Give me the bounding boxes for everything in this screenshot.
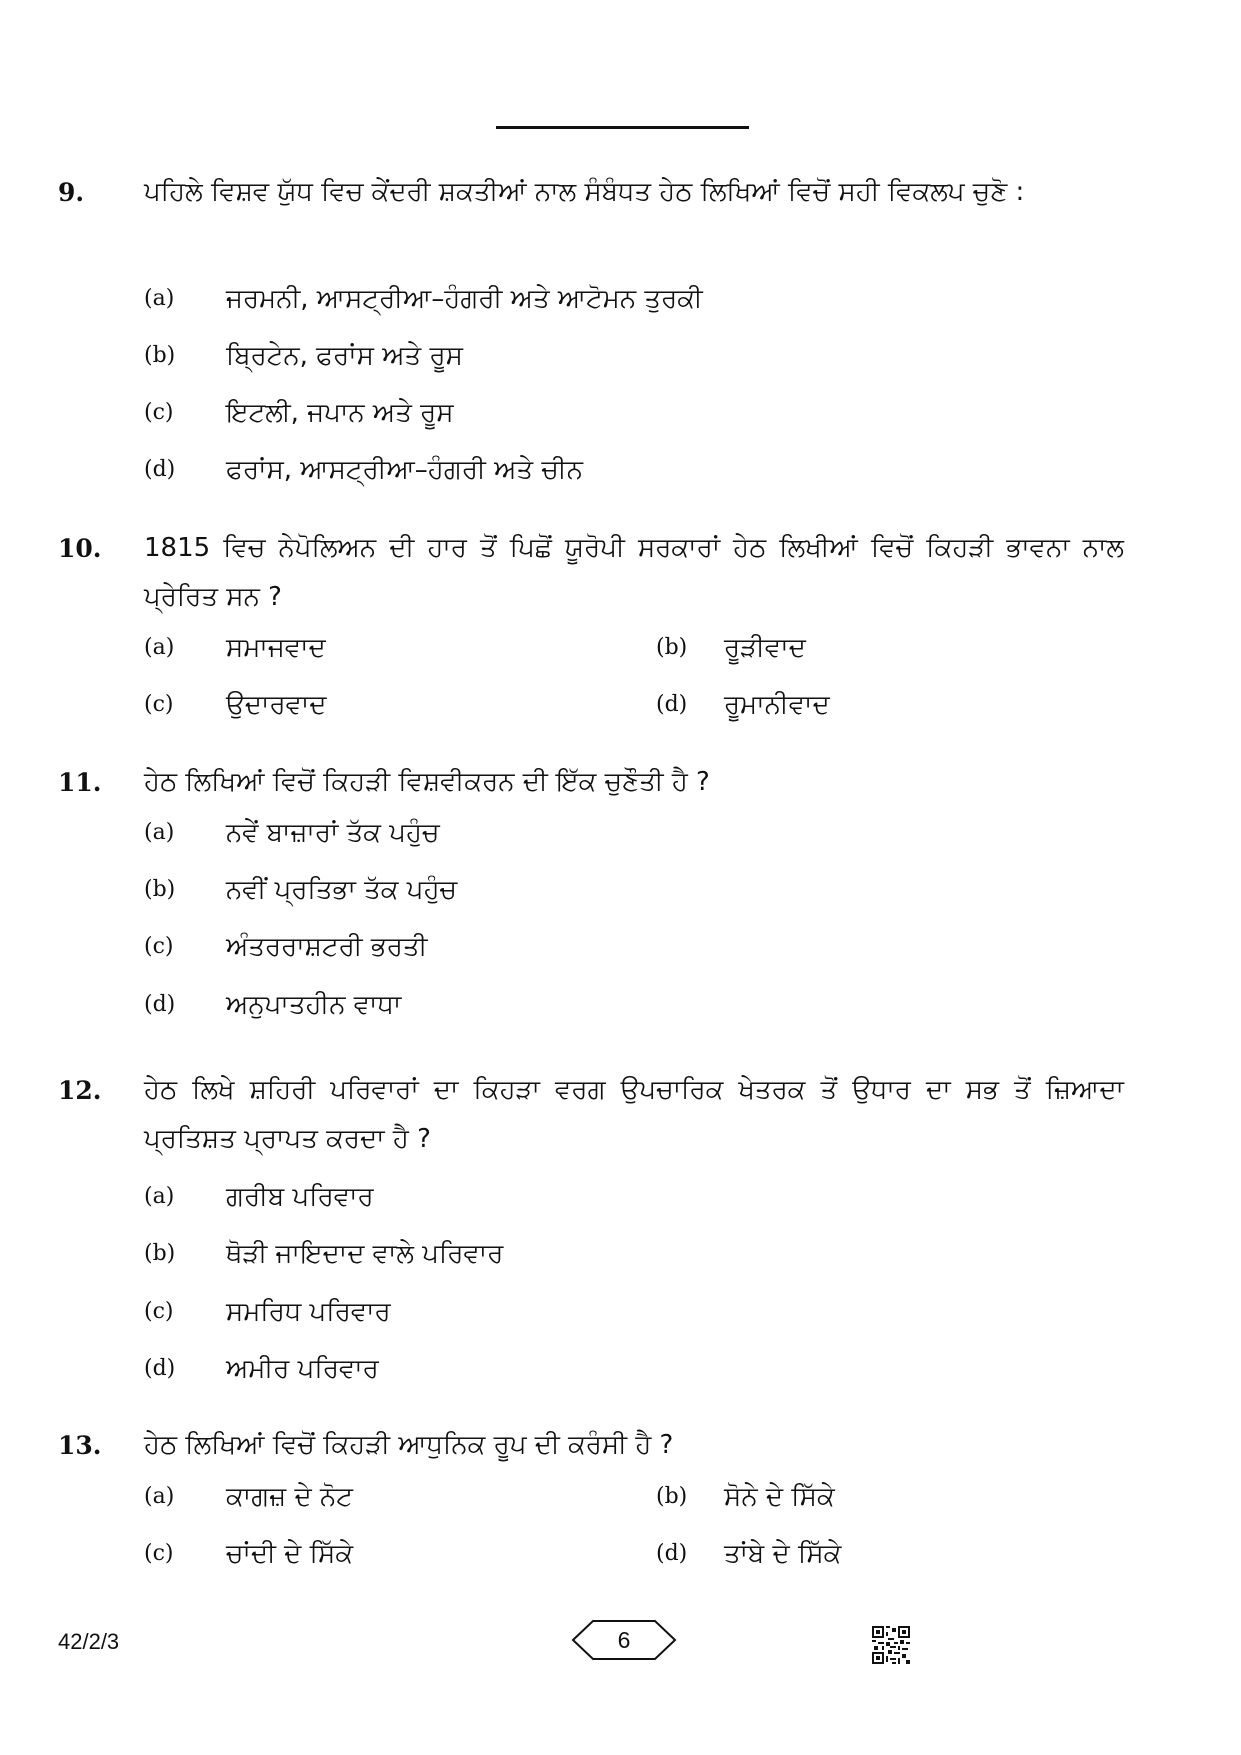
option-text: ਗਰੀਬ ਪਰਿਵਾਰ: [226, 1182, 374, 1212]
question-number: 12.: [58, 1076, 102, 1105]
option-text: ਸਮਰਿਧ ਪਰਿਵਾਰ: [226, 1297, 391, 1327]
option-label: (c): [144, 1541, 174, 1566]
question-number: 13.: [58, 1431, 102, 1460]
option-label: (c): [144, 1299, 174, 1324]
option-text: ਨਵੇਂ ਬਾਜ਼ਾਰਾਂ ਤੱਕ ਪਹੁੰਚ: [226, 818, 440, 848]
option-text: ਫਰਾਂਸ, ਆਸਟ੍ਰੀਆ–ਹੰਗਰੀ ਅਤੇ ਚੀਨ: [226, 455, 583, 485]
question-number: 10.: [58, 534, 102, 563]
question-text: ਹੇਠ ਲਿਖਿਆਂ ਵਿਚੋਂ ਕਿਹੜੀ ਵਿਸ਼ਵੀਕਰਨ ਦੀ ਇੱਕ ਚੁਣੌਤੀ ਹੈ ?: [144, 767, 710, 797]
option-label: (d): [656, 692, 688, 717]
option-label: (a): [144, 635, 175, 660]
option-label: (c): [144, 934, 174, 959]
option-label: (a): [144, 820, 175, 845]
option-label: (b): [144, 343, 176, 368]
option-text: ਅਮੀਰ ਪਰਿਵਾਰ: [226, 1354, 379, 1384]
option-label: (b): [656, 1484, 688, 1509]
option-label: (a): [144, 1184, 175, 1209]
option-text: ਅੰਤਰਰਾਸ਼ਟਰੀ ਭਰਤੀ: [226, 932, 428, 962]
option-label: (a): [144, 286, 175, 311]
page-number: 6: [617, 1627, 631, 1653]
page-number-badge: [571, 1619, 677, 1661]
option-label: (d): [144, 992, 176, 1017]
option-label: (a): [144, 1484, 175, 1509]
option-text: ਉਦਾਰਵਾਦ: [226, 690, 327, 720]
option-label: (b): [656, 635, 688, 660]
option-text: ਰੂਮਾਨੀਵਾਦ: [724, 690, 830, 720]
question-text: ਹੇਠ ਲਿਖਿਆਂ ਵਿਚੋਂ ਕਿਹੜੀ ਆਧੁਨਿਕ ਰੂਪ ਦੀ ਕਰੰਸੀ ਹੈ ?: [144, 1430, 674, 1460]
option-text: ਬ੍ਰਿਟੇਨ, ਫਰਾਂਸ ਅਤੇ ਰੂਸ: [226, 341, 463, 371]
question-text: 1815 ਵਿਚ ਨੇਪੋਲਿਅਨ ਦੀ ਹਾਰ ਤੋਂ ਪਿਛੋਂ ਯੂਰੋਪੀ ਸਰਕਾਰਾਂ ਹੇਠ ਲਿਖੀਆਂ ਵਿਚੋਂ ਕਿਹੜੀ ਭਾਵਨਾ ਨਾਲ ਪ੍ਰੇਰਿਤ ਸਨ ?: [144, 533, 1124, 612]
option-text: ਚਾਂਦੀ ਦੇ ਸਿੱਕੇ: [226, 1539, 354, 1569]
question-number: 9.: [58, 178, 85, 207]
question-number: 11.: [58, 768, 102, 797]
option-label: (b): [144, 1241, 176, 1266]
option-text: ਸਮਾਜਵਾਦ: [226, 633, 326, 663]
option-text: ਕਾਗਜ਼ ਦੇ ਨੋਟ: [226, 1482, 353, 1512]
option-text: ਸੋਨੇ ਦੇ ਸਿੱਕੇ: [724, 1482, 835, 1512]
option-text: ਜਰਮਨੀ, ਆਸਟ੍ਰੀਆ–ਹੰਗਰੀ ਅਤੇ ਆਟੋਮਨ ਤੁਰਕੀ: [226, 284, 703, 314]
question-text: ਪਹਿਲੇ ਵਿਸ਼ਵ ਯੁੱਧ ਵਿਚ ਕੇਂਦਰੀ ਸ਼ਕਤੀਆਂ ਨਾਲ ਸੰਬੰਧਤ ਹੇਠ ਲਿਖਿਆਂ ਵਿਚੋਂ ਸਹੀ ਵਿਕਲਪ ਚੁਣੋ :: [144, 177, 1025, 207]
top-divider-line: [496, 126, 749, 129]
option-label: (c): [144, 692, 174, 717]
option-text: ਨਵੀਂ ਪ੍ਰਤਿਭਾ ਤੱਕ ਪਹੁੰਚ: [226, 875, 458, 905]
option-label: (d): [144, 457, 176, 482]
option-label: (d): [656, 1541, 688, 1566]
qr-code-icon: [872, 1626, 910, 1664]
option-text: ਅਨੁਪਾਤਹੀਨ ਵਾਧਾ: [226, 990, 402, 1020]
option-text: ਤਾਂਬੇ ਦੇ ਸਿੱਕੇ: [724, 1539, 842, 1569]
option-text: ਰੂੜੀਵਾਦ: [724, 633, 806, 663]
option-label: (d): [144, 1356, 176, 1381]
option-label: (c): [144, 400, 174, 425]
paper-code: 42/2/3: [58, 1629, 120, 1654]
option-text: ਇਟਲੀ, ਜਪਾਨ ਅਤੇ ਰੂਸ: [226, 398, 454, 428]
option-label: (b): [144, 877, 176, 902]
option-text: ਥੋੜੀ ਜਾਇਦਾਦ ਵਾਲੇ ਪਰਿਵਾਰ: [226, 1239, 504, 1269]
question-text: ਹੇਠ ਲਿਖੇ ਸ਼ਹਿਰੀ ਪਰਿਵਾਰਾਂ ਦਾ ਕਿਹੜਾ ਵਰਗ ਉਪਚਾਰਿਕ ਖੇਤਰਕ ਤੋਂ ਉਧਾਰ ਦਾ ਸਭ ਤੋਂ ਜ਼ਿਆਦਾ ਪ੍ਰਤਿਸ਼ਤ ਪ੍ਰਾਪਤ ਕਰਦਾ ਹੈ ?: [144, 1075, 1124, 1154]
